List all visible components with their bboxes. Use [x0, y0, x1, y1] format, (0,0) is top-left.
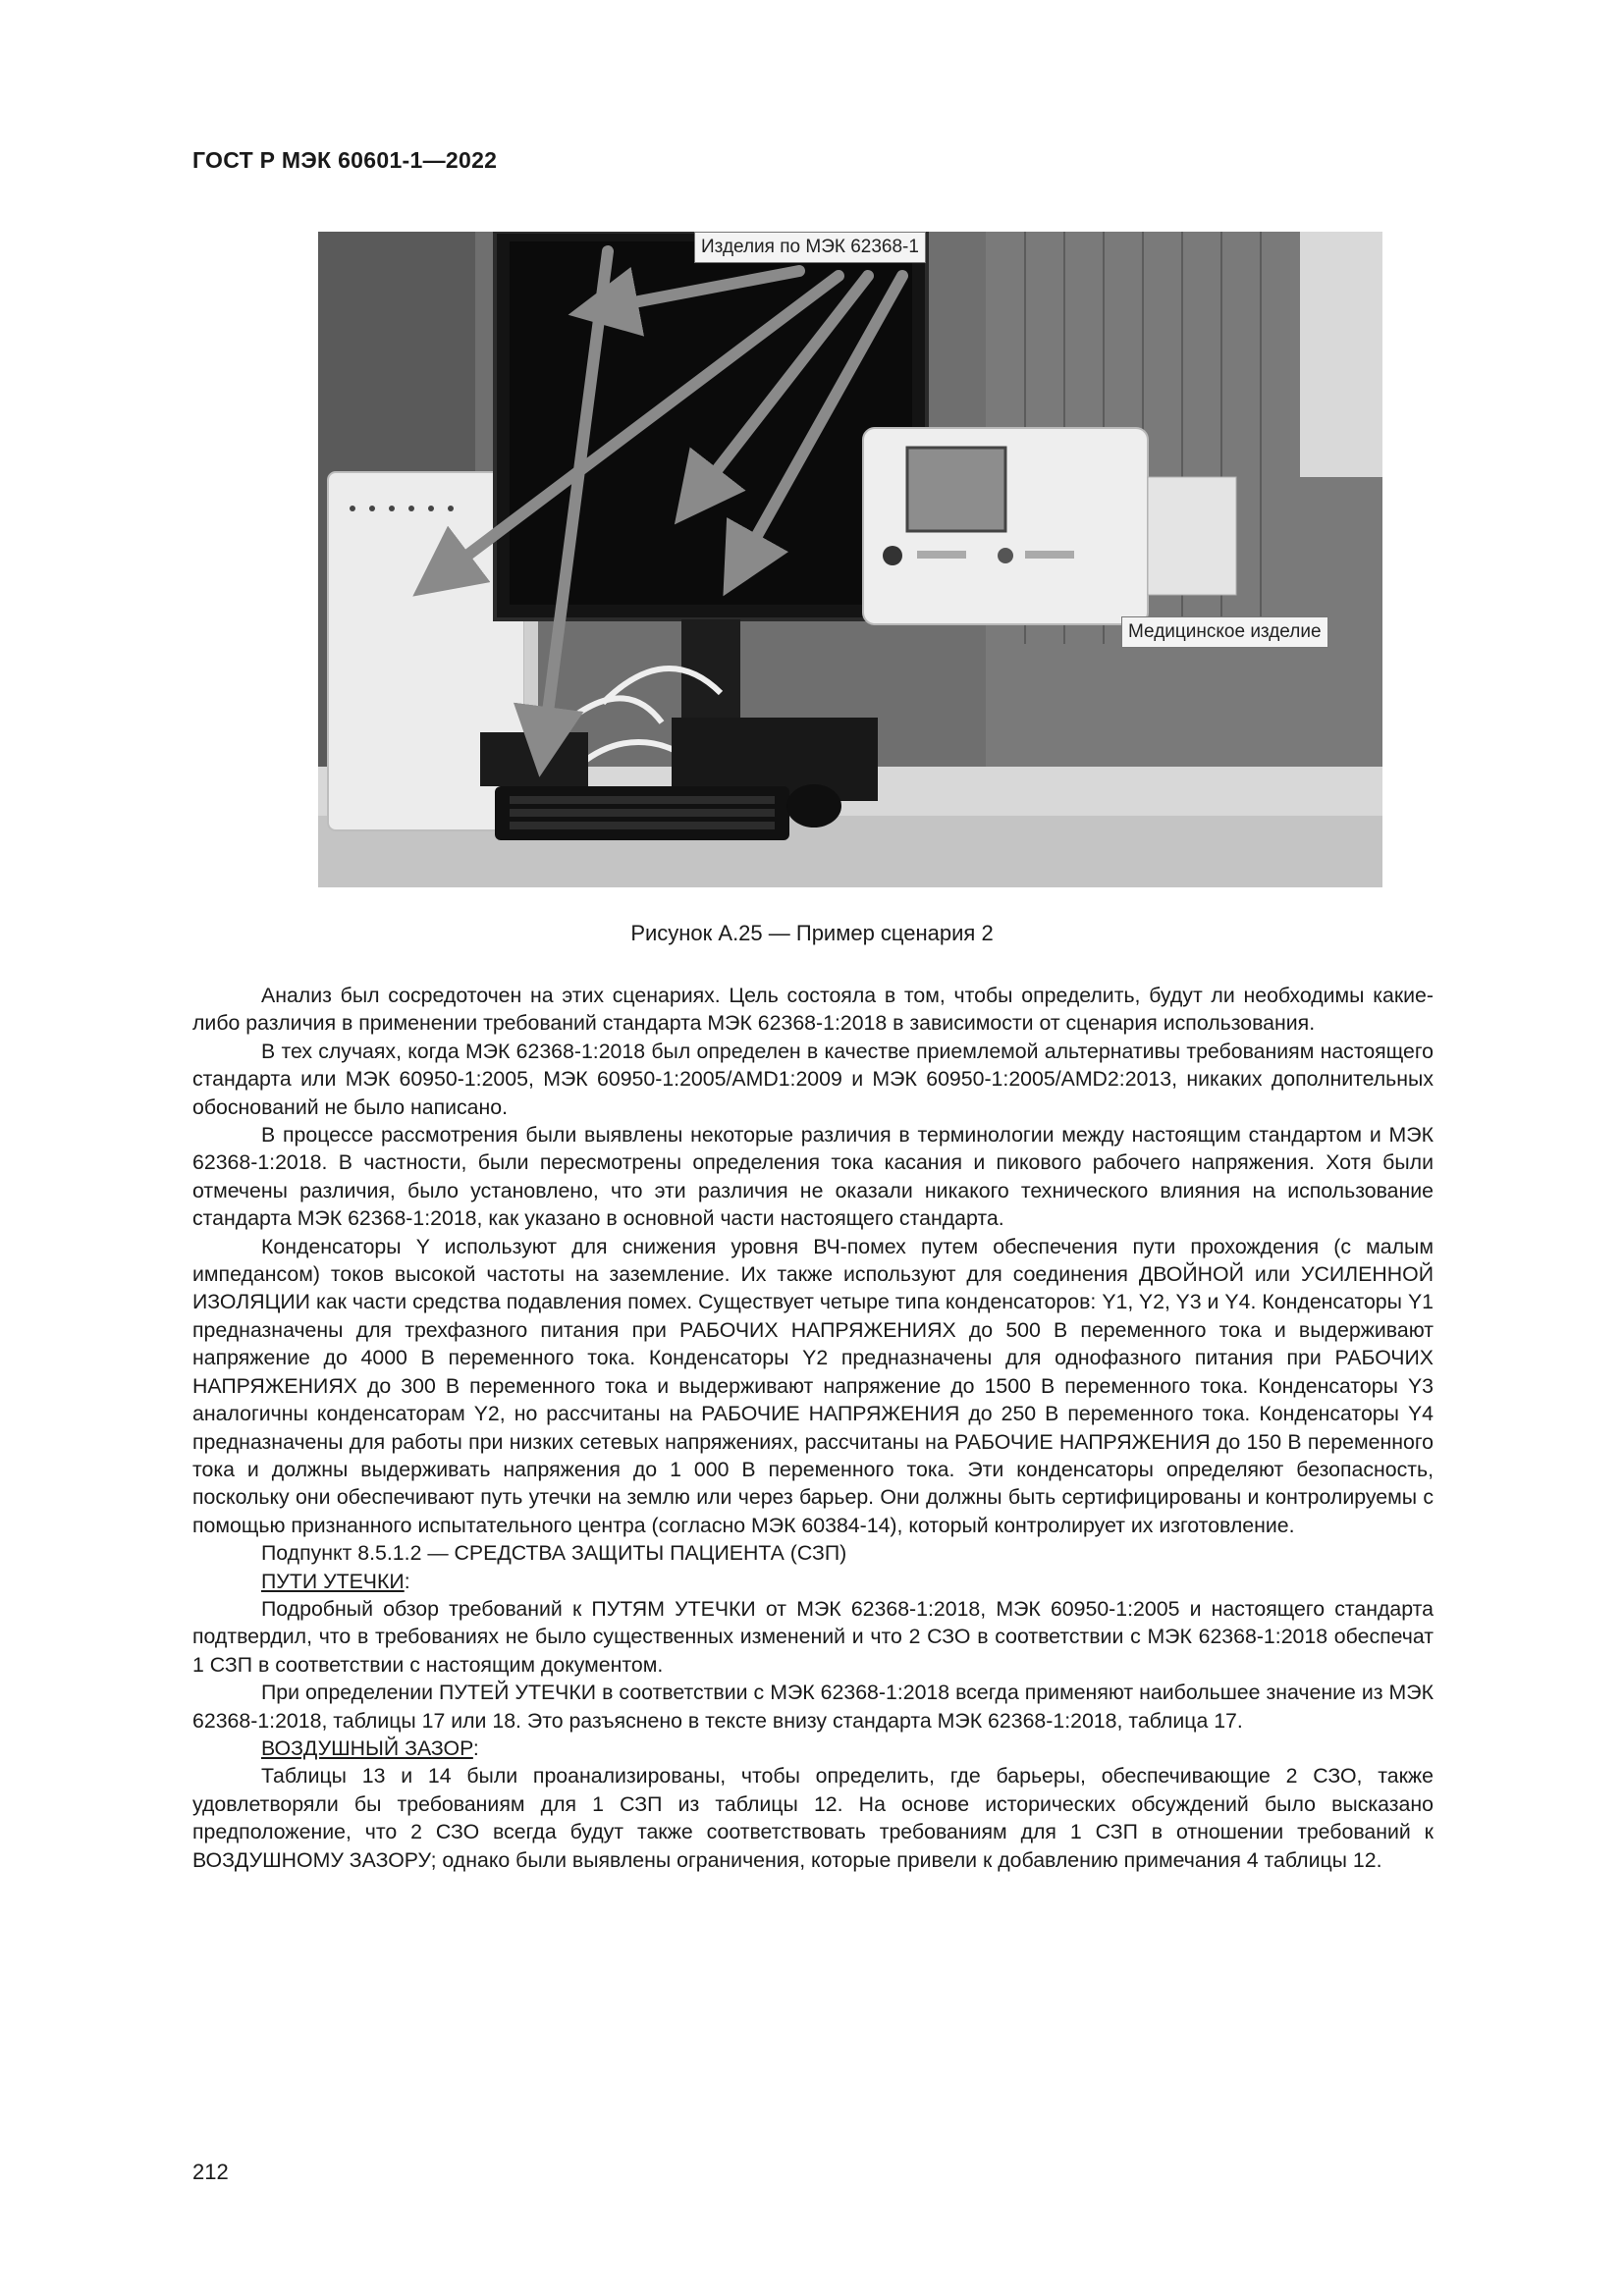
figure-photo — [318, 232, 1382, 887]
paragraph: Конденсаторы Y используют для снижения уровня ВЧ-помех путем обеспечения пути прохождения (с малым импедансом) токов высокой частоты на заземление. Их также используют для соединения ДВОЙНОЙ или УСИЛЕННОЙ ИЗОЛЯЦИИ как части средства подавления помех. Существует четыре типа конденсаторов: Y1, Y2, Y3 и Y4. Конденсаторы Y1 предназначены для трехфазного питания при РАБОЧИХ НАПРЯЖЕНИЯХ до 500 В переменного тока и выдерживают напряжение до 4000 В переменного тока. Конденсаторы Y2 предназначены для однофазного питания при РАБОЧИХ НАПРЯЖЕНИЯХ до 300 В переменного тока и выдерживают напряжение до 1500 В переменного тока. Конденсаторы Y3 аналогичны конденсаторам Y2, но рассчитаны на РАБОЧИЕ НАПРЯЖЕНИЯ до 250 В переменного тока. Конденсаторы Y4 предназначены для работы при низких сетевых напряжениях, рассчитаны на РАБОЧИЕ НАПРЯЖЕНИЯ до 150 В переменного тока и должны выдерживать напряжения до 1 000 В переменного тока. Эти конденсаторы определяют безопасность, поскольку они обеспечивают путь утечки на землю или через барьер. Они должны быть сертифицированы и контролируемы с помощью признанного испытательного центра (согласно МЭК 60384-14), который контролирует их изготовление. — [192, 1234, 1434, 1537]
page-number: 212 — [192, 2160, 229, 2184]
figure-caption: Рисунок А.25 — Пример сценария 2 — [630, 921, 994, 945]
label-iec-62368: Изделия по МЭК 62368-1 — [694, 232, 926, 263]
paragraph: Таблицы 13 и 14 были проанализированы, чтобы определить, где барьеры, обеспечивающие 2 СЗО, также удовлетворяли бы требованиям для 1 СЗП из таблицы 12. На основе исторических обсуждений было высказано предположение, что 2 СЗО всегда будут также соответствовать требованиям для 1 СЗП в отношении требований к ВОЗДУШНОМУ ЗАЗОРУ; однако были выявлены ограничения, которые привели к добавлению примечания 4 таблицы 12. — [192, 1764, 1434, 1872]
paragraph: Анализ был сосредоточен на этих сценариях. Цель состояла в том, чтобы определить, будут ли необходимы какие-либо различия в применении требований стандарта МЭК 62368-1:2018 в зависимости от сценария использования. — [192, 984, 1434, 1036]
heading-colon: : — [404, 1569, 410, 1593]
label-medical-device: Медицинское изделие — [1121, 616, 1328, 648]
small-pc-box — [480, 732, 588, 786]
section-heading — [192, 1735, 1434, 1762]
scenario-photo — [318, 232, 1382, 887]
document-body — [192, 982, 1434, 1874]
heading-creepage: ПУТИ УТЕЧКИ — [261, 1569, 405, 1593]
heading-colon: : — [472, 1735, 479, 1760]
paragraph: При определении ПУТЕЙ УТЕЧКИ в соответствии с МЭК 62368-1:2018 всегда применяют наибольшее значение из МЭК 62368-1:2018, таблицы 17 или 18. Это разъяснено в тексте внизу стандарта МЭК 62368-1:2018, таблица 17. — [192, 1681, 1434, 1733]
document-header: ГОСТ Р МЭК 60601-1—2022 — [192, 147, 498, 173]
section-heading — [192, 1568, 1434, 1595]
paragraph: Подробный обзор требований к ПУТЯМ УТЕЧКИ от МЭК 62368-1:2018, МЭК 60950-1:2005 и настоящего стандарта подтвердил, что в требованиях не было существенных изменений и что 2 СЗО в соответствии с МЭК 62368-1:2018 обеспечат 1 СЗП в соответствии с настоящим документом. — [192, 1596, 1434, 1677]
mouse — [786, 784, 841, 828]
paragraph: В процессе рассмотрения были выявлены некоторые различия в терминологии между настоящим стандартом и МЭК 62368-1:2018. В частности, были пересмотрены определения тока касания и пикового рабочего напряжения. Хотя были отмечены различия, было установлено, что эти различия не оказали никакого технического влияния на использование стандарта МЭК 62368-1:2018, как указано в основной части настоящего стандарта. — [192, 1123, 1434, 1231]
medical-device-screen — [907, 448, 1005, 531]
paragraph: В тех случаях, когда МЭК 62368-1:2018 был определен в качестве приемлемой альтернативы требованиям настоящего стандарта или МЭК 60950-1:2005, МЭК 60950-1:2005/AMD1:2009 и МЭК 60950-1:2005/AMD2:2013, никаких дополнительных обоснований не было написано. — [192, 1039, 1434, 1119]
heading-clearance: ВОЗДУШНЫЙ ЗАЗОР — [261, 1735, 473, 1760]
subclause-heading: Подпункт 8.5.1.2 — СРЕДСТВА ЗАЩИТЫ ПАЦИЕНТА (СЗП) — [261, 1541, 847, 1566]
